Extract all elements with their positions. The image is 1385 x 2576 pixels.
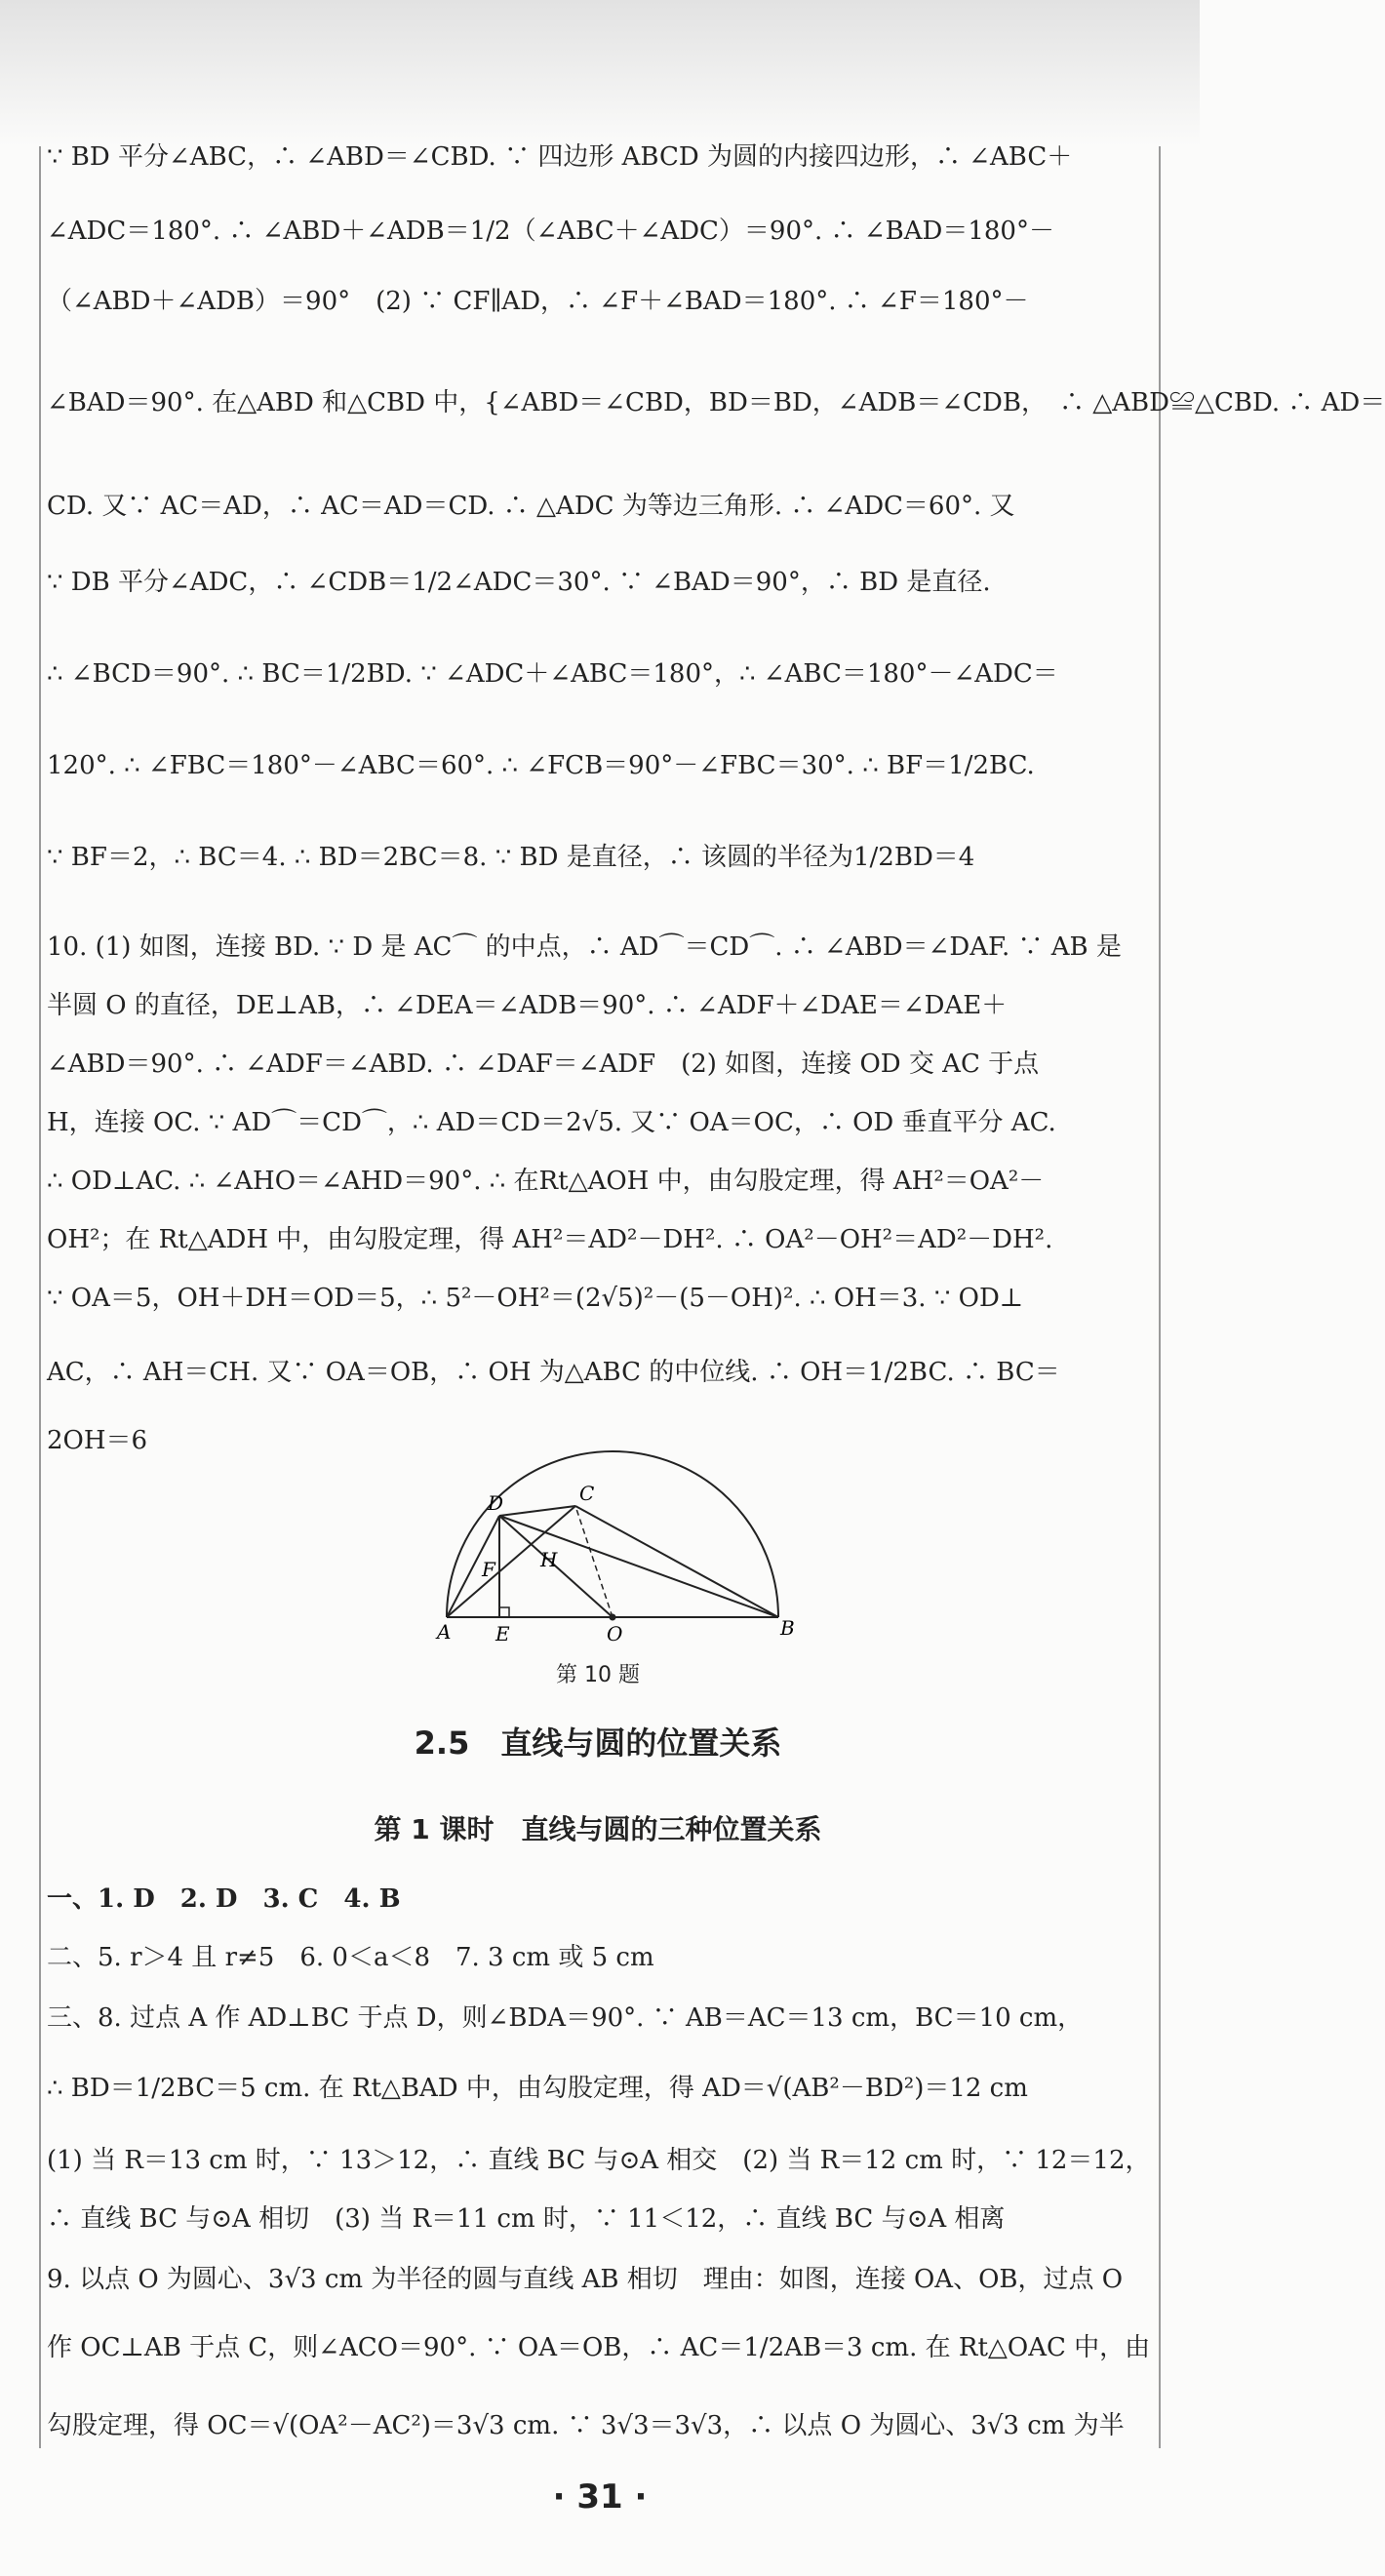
- text-line: ∵ OA＝5，OH＋DH＝OD＝5，∴ 5²－OH²＝(2√5)²－(5－OH)². ∴ OH＝3. ∵ OD⊥: [47, 1284, 1024, 1313]
- point-label: C: [579, 1482, 595, 1505]
- text-line: ∴ OD⊥AC. ∴ ∠AHO＝∠AHD＝90°. ∴ 在Rt△AOH 中，由勾股定理，得 AH²＝OA²－: [47, 1167, 1045, 1196]
- text-line: CD. 又∵ AC＝AD，∴ AC＝AD＝CD. ∴ △ADC 为等边三角形. ∴ ∠ADC＝60°. 又: [47, 492, 1015, 521]
- text-line: ∠ADC＝180°. ∴ ∠ABD＋∠ADB＝1/2（∠ABC＋∠ADC）＝90°. ∴ ∠BAD＝180°－: [47, 217, 1054, 246]
- text-line: ∵ BD 平分∠ABC，∴ ∠ABD＝∠CBD. ∵ 四边形 ABCD 为圆的内接四边形，∴ ∠ABC＋: [47, 142, 1073, 172]
- text-line: ∵ BF＝2，∴ BC＝4. ∴ BD＝2BC＝8. ∵ BD 是直径，∴ 该圆的半径为1/2BD＝4: [47, 843, 975, 872]
- page-number: · 31 ·: [552, 2477, 648, 2517]
- point-label: A: [437, 1620, 452, 1644]
- section-title: 2.5 直线与圆的位置关系: [414, 1724, 782, 1762]
- text-line: H，连接 OC. ∵ AD⌒＝CD⌒，∴ AD＝CD＝2√5. 又∵ OA＝OC，∴ OD 垂直平分 AC.: [47, 1108, 1056, 1137]
- text-line: ∴ ∠BCD＝90°. ∴ BC＝1/2BD. ∵ ∠ADC＋∠ABC＝180°，∴ ∠ABC＝180°－∠ADC＝: [47, 659, 1058, 689]
- answer-line: 三、8. 过点 A 作 AD⊥BC 于点 D，则∠BDA＝90°. ∵ AB＝AC＝13 cm，BC＝10 cm，: [47, 2003, 1084, 2033]
- answer-line: 9. 以点 O 为圆心、3√3 cm 为半径的圆与直线 AB 相切 理由：如图，连接 OA、OB，过点 O: [47, 2265, 1124, 2294]
- left-margin-line: [39, 146, 41, 2448]
- answer-line: 作 OC⊥AB 于点 C，则∠ACO＝90°. ∵ OA＝OB，∴ AC＝1/2AB＝3 cm. 在 Rt△OAC 中，由: [47, 2333, 1151, 2362]
- right-margin-line: [1159, 146, 1161, 2448]
- point-label: H: [540, 1548, 558, 1571]
- answer-line: 勾股定理，得 OC＝√(OA²－AC²)＝3√3 cm. ∵ 3√3＝3√3，∴ 以点 O 为圆心、3√3 cm 为半: [47, 2411, 1125, 2440]
- point-label: F: [482, 1558, 495, 1581]
- text-line: （∠ABD＋∠ADB）＝90° (2) ∵ CF∥AD，∴ ∠F＋∠BAD＝180°. ∴ ∠F＝180°－: [47, 287, 1029, 316]
- answer-line: 一、1. D 2. D 3. C 4. B: [47, 1884, 401, 1914]
- point-label: E: [495, 1622, 510, 1645]
- answer-line: ∴ 直线 BC 与⊙A 相切 (3) 当 R＝11 cm 时，∵ 11＜12，∴ 直线 BC 与⊙A 相离: [47, 2204, 1006, 2234]
- text-line: ∠ABD＝90°. ∴ ∠ADF＝∠ABD. ∴ ∠DAF＝∠ADF (2) 如图，连接 OD 交 AC 于点: [47, 1050, 1040, 1079]
- answer-line: 二、5. r＞4 且 r≠5 6. 0＜a＜8 7. 3 cm 或 5 cm: [47, 1943, 654, 1972]
- top-shadow: [0, 0, 1200, 146]
- text-line: AC，∴ AH＝CH. 又∵ OA＝OB，∴ OH 为△ABC 的中位线. ∴ OH＝1/2BC. ∴ BC＝: [47, 1358, 1060, 1387]
- text-line: 10. (1) 如图，连接 BD. ∵ D 是 AC⌒ 的中点，∴ AD⌒＝CD⌒. ∴ ∠ABD＝∠DAF. ∵ AB 是: [47, 932, 1122, 962]
- answer-line: (1) 当 R＝13 cm 时，∵ 13＞12，∴ 直线 BC 与⊙A 相交 (2) 当 R＝12 cm 时，∵ 12＝12，: [47, 2146, 1151, 2175]
- text-line: ∠BAD＝90°. 在△ABD 和△CBD 中，{∠ABD＝∠CBD，BD＝BD，∠ADB＝∠CDB， ∴ △ABD≌△CBD. ∴ AD＝: [47, 388, 1385, 417]
- text-line: ∵ DB 平分∠ADC，∴ ∠CDB＝1/2∠ADC＝30°. ∵ ∠BAD＝90°，∴ BD 是直径.: [47, 568, 991, 597]
- answer-line: ∴ BD＝1/2BC＝5 cm. 在 Rt△BAD 中，由勾股定理，得 AD＝√(AB²－BD²)＝12 cm: [47, 2074, 1028, 2103]
- point-label: B: [780, 1616, 795, 1640]
- text-line: OH²；在 Rt△ADH 中，由勾股定理，得 AH²＝AD²－DH². ∴ OA²－OH²＝AD²－DH².: [47, 1225, 1053, 1254]
- text-line: 2OH＝6: [47, 1426, 148, 1455]
- point-label: D: [488, 1491, 504, 1515]
- lesson-title: 第 1 课时 直线与圆的三种位置关系: [374, 1813, 822, 1845]
- text-line: 半圆 O 的直径，DE⊥AB，∴ ∠DEA＝∠ADB＝90°. ∴ ∠ADF＋∠DAE＝∠DAE＋: [47, 991, 1008, 1020]
- text-line: 120°. ∴ ∠FBC＝180°－∠ABC＝60°. ∴ ∠FCB＝90°－∠FBC＝30°. ∴ BF＝1/2BC.: [47, 751, 1035, 780]
- point-label: O: [607, 1622, 623, 1645]
- figure-caption: 第 10 题: [556, 1663, 640, 1687]
